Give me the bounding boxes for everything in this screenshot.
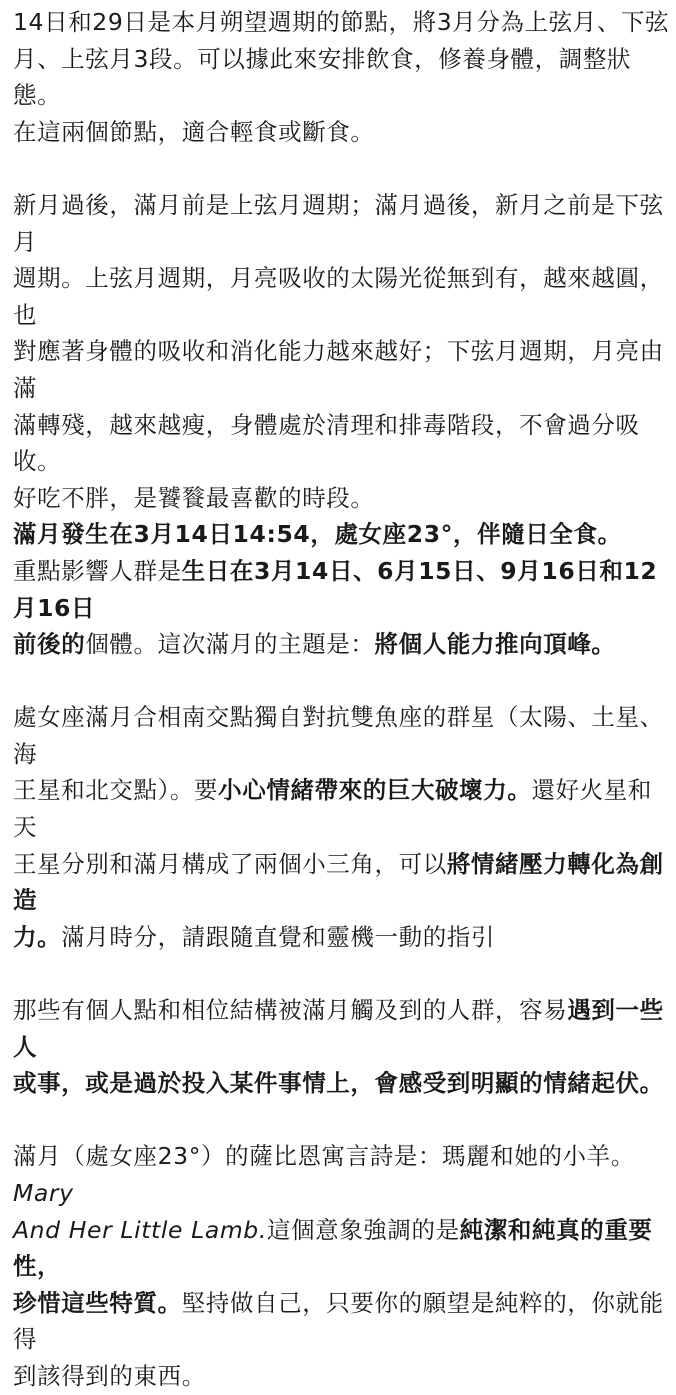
text-line: 對應著身體的吸收和消化能力越來越好；下弦月週期，月亮由滿 (13, 337, 664, 402)
text-segment: 還好火星和天 (13, 776, 652, 842)
paragraph-waxing-waning (13, 187, 673, 516)
paragraph-sabian-symbol (13, 1138, 673, 1394)
text-segment: 那些有個人點和相位結構被滿月觸及到的人群，容易 (13, 996, 568, 1025)
bold-text: 將情緒壓力轉化為創造 (13, 849, 664, 915)
bold-text: 生日在3月14日、6月15日、9月16日和12月16日 (13, 556, 658, 622)
article-body (13, 4, 673, 1395)
bold-text: 或事，或是過於投入某件事情上，會感受到明顯的情緒起伏。 (13, 1069, 664, 1098)
bold-text: 滿月發生在3月14日14:54，處女座23°，伴隨日全食。 (13, 520, 622, 549)
bold-text: 純潔和純真的重要性， (13, 1215, 653, 1281)
paragraph-virgo-conjunction (13, 699, 673, 955)
paragraph-spacer (13, 150, 673, 187)
text-line: 到該得到的東西。 (13, 1361, 206, 1390)
italic-text: And Her Little Lamb. (13, 1215, 267, 1244)
text-line: 滿轉殘，越來越瘦，身體處於清理和排毒階段，不會過分吸收。 (13, 410, 640, 476)
paragraph-full-moon-event (13, 516, 673, 662)
bold-text: 前後的 (13, 630, 86, 659)
text-line: 好吃不胖，是饕餮最喜歡的時段。 (13, 483, 375, 512)
text-line: 處女座滿月合相南交點獨自對抗雙魚座的群星（太陽、土星、海 (13, 703, 664, 768)
text-segment: 重點影響人群是 (13, 556, 182, 585)
text-line: 在這兩個節點，適合輕食或斷食。 (13, 117, 375, 146)
text-line: 新月過後，滿月前是上弦月週期；滿月過後，新月之前是下弦月 (13, 190, 664, 256)
text-segment: 王星分別和滿月構成了兩個小三角，可以 (13, 849, 447, 878)
text-segment: 這個意象強調的是 (266, 1215, 460, 1244)
paragraph-affected-groups (13, 992, 673, 1102)
paragraph-spacer (13, 1102, 673, 1139)
text-segment: 滿月（處女座23°）的薩比恩寓言詩是：瑪麗和她的小羊。 (13, 1142, 635, 1171)
paragraph-lunar-cycle-nodes (13, 4, 673, 150)
bold-text: 將個人能力推向頂峰。 (374, 630, 616, 659)
paragraph-spacer (13, 955, 673, 992)
bold-text: 小心情緒帶來的巨大破壞力。 (218, 776, 532, 805)
text-segment: 王星和北交點）。要 (13, 776, 219, 805)
text-segment: 堅持做自己，只要你的願望是純粹的，你就能得 (13, 1288, 664, 1354)
text-line: 月、上弦月3段。可以據此來安排飲食，修養身體，調整狀態。 (13, 44, 632, 110)
text-line: 週期。上弦月週期，月亮吸收的太陽光從無到有，越來越圓，也 (13, 264, 664, 329)
paragraph-spacer (13, 663, 673, 700)
text-line: 14日和29日是本月朔望週期的節點，將3月分為上弦月、下弦 (13, 8, 670, 36)
bold-text: 遇到一些人 (13, 996, 664, 1061)
text-segment: 個體。這次滿月的主題是： (85, 630, 375, 659)
text-segment: 滿月時分，請跟隨直覺和靈機一動的指引 (61, 922, 496, 951)
italic-text: Mary (13, 1179, 74, 1207)
bold-text: 力。 (13, 922, 62, 951)
bold-text: 珍惜這些特質。 (13, 1288, 182, 1317)
